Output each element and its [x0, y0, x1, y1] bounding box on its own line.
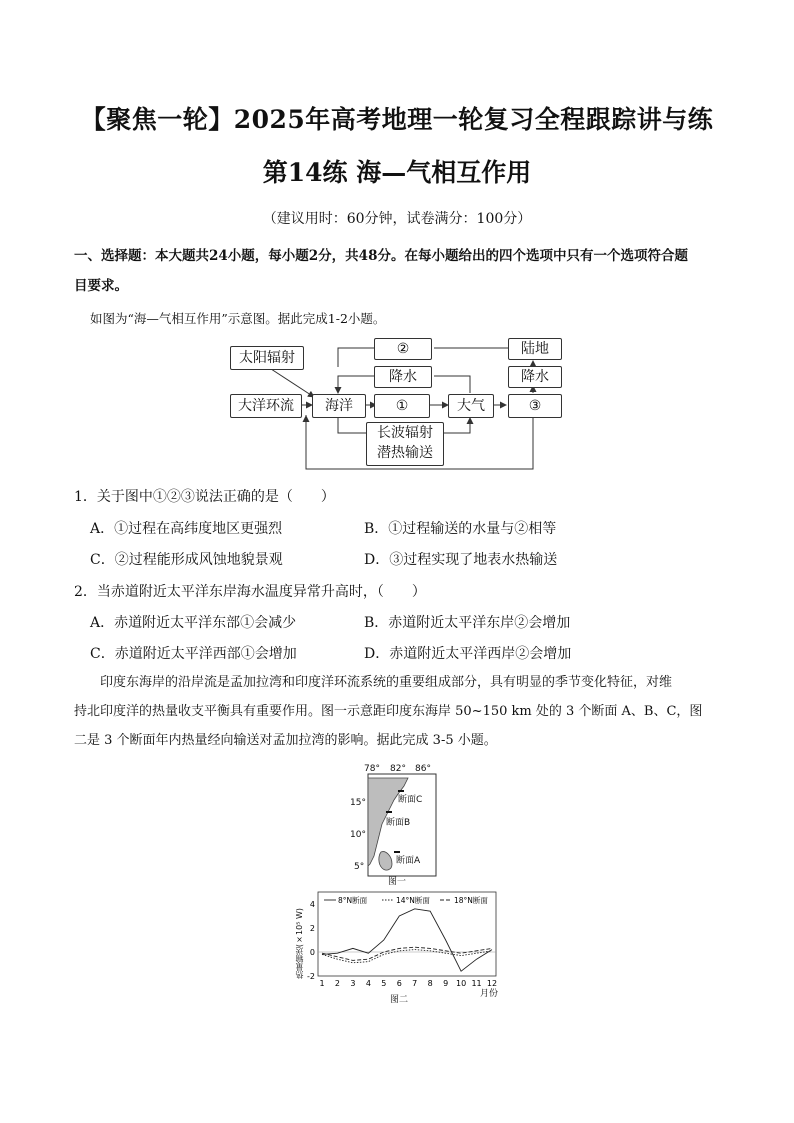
land-box: 陆地 [508, 338, 562, 360]
y-tick-label: 4 [309, 900, 315, 909]
ocean-circulation-box: 大洋环流 [230, 394, 302, 418]
lat-15-label: 15° [350, 798, 366, 808]
precipitation-right-box: 降水 [508, 366, 562, 388]
ocean-box: 海洋 [312, 394, 366, 418]
precipitation-mid-box: 降水 [374, 366, 432, 388]
y-tick-label: -2 [307, 972, 315, 981]
process-3-box: ③ [508, 394, 562, 418]
figure-1-map [348, 764, 448, 888]
x-tick-label: 7 [412, 979, 418, 988]
x-tick-label: 2 [334, 979, 341, 988]
x-tick-label: 4 [365, 979, 371, 988]
y-tick-label: 0 [309, 948, 315, 957]
intro-1-2: 如图为“海—气相互作用”示意图。据此完成1-2小题。 [90, 311, 386, 326]
document-title: 【聚焦一轮】2025年高考地理一轮复习全程跟踪讲与练 [80, 105, 714, 134]
instruction-line-2: 目要求。 [74, 278, 128, 294]
sea-air-diagram [228, 337, 568, 473]
q2-option-a[interactable]: A．赤道附近太平洋东部①会减少 [90, 615, 297, 631]
y-axis-label: 热量输送(×10⁵ W) [295, 908, 304, 980]
q2-option-d[interactable]: D．赤道附近太平洋西岸②会增加 [364, 646, 572, 662]
heat-transport-chart [296, 886, 506, 1004]
question-2-stem: 2．当赤道附近太平洋东岸海水温度异常升高时，（ ） [74, 584, 426, 600]
x-tick-label: 8 [427, 979, 433, 988]
section-a-label: 断面A [396, 856, 421, 866]
x-tick-label: 6 [396, 979, 402, 988]
atmosphere-box: 大气 [448, 394, 494, 418]
q2-option-c[interactable]: C．赤道附近太平洋西部①会增加 [90, 646, 297, 662]
lesson-title: 第14练 海—气相互作用 [262, 158, 532, 187]
legend-label: 14°N断面 [396, 896, 430, 905]
legend-label: 8°N断面 [338, 896, 368, 905]
x-tick-label: 9 [443, 979, 449, 988]
intro-3-5-line-2: 持北印度洋的热量收支平衡具有重要作用。图一示意距印度东海岸 50~150 km 处的 3 个断面 A、B、C，图 [74, 704, 703, 719]
series-line-3 [322, 947, 492, 960]
x-tick-label: 5 [381, 979, 387, 988]
y-tick-label: 2 [309, 924, 315, 933]
x-tick-label: 1 [319, 979, 325, 988]
time-score-info: （建议用时：60分钟，试卷满分：100分） [262, 211, 532, 227]
q1-option-b[interactable]: B．①过程输送的水量与②相等 [364, 521, 557, 537]
lon-78-label: 78° [364, 764, 380, 774]
intro-3-5 [74, 668, 730, 755]
latent-label: 潜热输送 [377, 445, 433, 461]
lon-82-label: 82° [390, 764, 406, 774]
figure-2-caption: 图二 [390, 995, 409, 1005]
figure-1-caption: 图一 [388, 877, 407, 887]
q1-option-a[interactable]: A．①过程在高纬度地区更强烈 [90, 521, 283, 537]
legend-label: 18°N断面 [454, 896, 488, 905]
lon-86-label: 86° [415, 764, 431, 774]
lat-5-label: 5° [354, 862, 365, 872]
lat-10-label: 10° [350, 830, 366, 840]
series-line-2 [322, 950, 492, 963]
process-2-box: ② [374, 338, 432, 360]
x-tick-label: 3 [350, 979, 356, 988]
section-b-label: 断面B [386, 818, 411, 828]
process-1-box: ① [374, 394, 430, 418]
section-instruction [74, 241, 724, 301]
longwave-latent-box [366, 422, 444, 466]
x-tick-label: 10 [455, 979, 467, 988]
x-axis-label: 月份 [480, 989, 499, 999]
q1-option-c[interactable]: C．②过程能形成风蚀地貌景观 [90, 552, 283, 568]
longwave-label: 长波辐射 [377, 425, 433, 441]
question-1-stem: 1．关于图中①②③说法正确的是（ ） [74, 489, 335, 505]
figure-2-chart [296, 886, 506, 1004]
solar-radiation-box: 太阳辐射 [230, 346, 304, 370]
intro-3-5-line-3: 二是 3 个断面年内热量经向输送对孟加拉湾的影响。据此完成 3-5 小题。 [74, 733, 497, 748]
intro-3-5-line-1: 印度东海岸的沿岸流是孟加拉湾和印度洋环流系统的重要组成部分，具有明显的季节变化特征，对维 [100, 675, 673, 690]
x-tick-label: 11 [471, 979, 482, 988]
section-c-label: 断面C [398, 795, 423, 805]
q1-option-d[interactable]: D．③过程实现了地表水热输送 [364, 552, 558, 568]
q2-option-b[interactable]: B．赤道附近太平洋东岸②会增加 [364, 615, 571, 631]
series-line-1 [322, 909, 492, 971]
instruction-line-1: 一、选择题：本大题共24小题，每小题2分，共48分。在每小题给出的四个选项中只有一个选项符合题 [74, 248, 688, 264]
x-tick-label: 12 [486, 979, 498, 988]
